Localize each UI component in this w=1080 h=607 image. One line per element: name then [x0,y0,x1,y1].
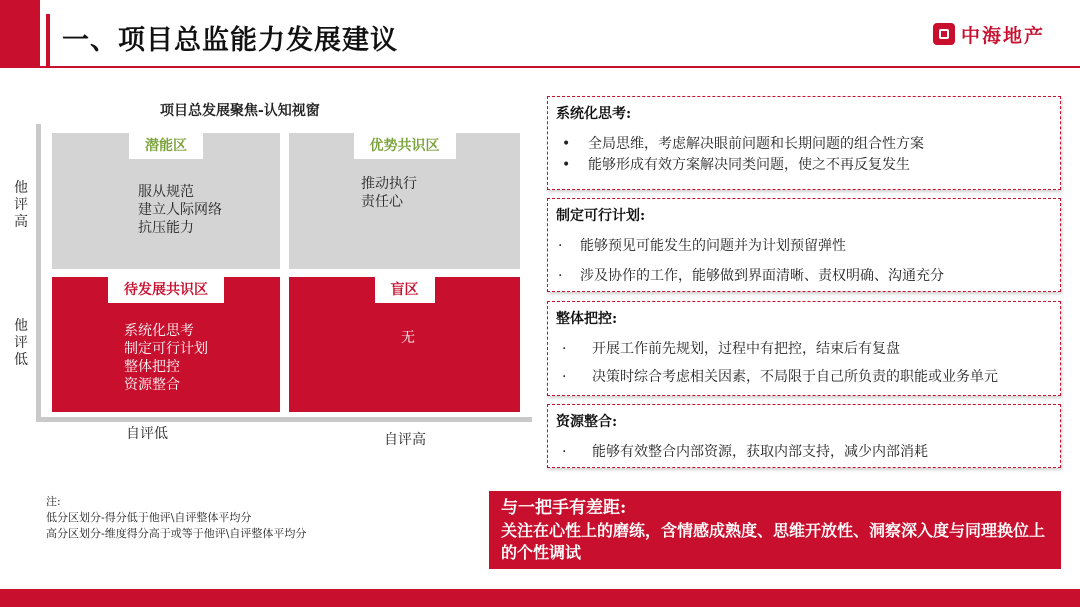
section-overall-control [547,301,1061,396]
footnote-line: 低分区划分-得分低于他评\自评整体平均分 [46,511,252,524]
section-heading: 资源整合: [556,414,618,430]
banner-heading: 与一把手有差距: [501,498,627,518]
section-item-text: 决策时综合考虑相关因素，不局限于自己所负责的职能或业务单元 [592,369,998,385]
quadrant-potential [52,133,280,269]
quadrant-label: 优势共识区 [354,133,456,159]
quadrant-label: 潜能区 [129,133,203,159]
section-item [562,366,998,386]
header-accent-stripe [46,14,50,67]
bullet-icon: · [558,238,563,254]
section-item-text: 全局思维，考虑解决眼前问题和长期问题的组合性方案 [588,136,924,152]
section-item-text: 开展工作前先规划，过程中有把控，结束后有复盘 [592,341,900,357]
section-item [562,133,924,153]
quadrant-item: 推动执行 [361,176,417,192]
quadrant-items [138,183,222,237]
quadrant-label: 待发展共识区 [108,277,224,303]
quadrant-item: 服从规范 [138,184,194,200]
quadrant-items [361,175,417,211]
section-item-text: 能够有效整合内部资源，获取内部支持，减少内部消耗 [592,444,928,460]
quadrant-blind-spot [289,277,520,412]
bullet-icon: • [562,136,571,152]
matrix-title: 项目总发展聚焦-认知视窗 [160,103,320,119]
x-axis-label-low: 自评低 [126,426,168,442]
quadrant-item: 系统化思考 [124,323,194,339]
quadrant-items [401,329,415,347]
quadrant-item: 整体把控 [124,359,180,375]
quadrant-item: 建立人际网络 [138,202,222,218]
header-divider [0,66,1080,68]
section-heading: 整体把控: [556,311,618,327]
logo-text: 中海地产 [961,24,1046,47]
bullet-icon: · [562,341,567,357]
section-item-text: 能够预见可能发生的问题并为计划预留弹性 [580,238,846,254]
quadrant-strength-consensus [289,133,520,269]
section-item-text: 涉及协作的工作，能够做到界面清晰、责权明确、沟通充分 [580,268,944,284]
bullet-icon: · [562,444,567,460]
section-item [562,154,910,174]
section-resource-integration [547,404,1061,468]
header-accent-bar [0,0,40,67]
section-item-text: 能够形成有效方案解决同类问题，使之不再反复发生 [588,157,910,173]
gap-banner [489,491,1061,569]
quadrant-label: 盲区 [375,277,435,303]
section-feasible-plan [547,198,1061,292]
bullet-icon: · [562,369,567,385]
quadrant-development-consensus [52,277,280,412]
y-low-char: 评 [14,335,28,351]
bullet-icon: · [558,268,563,284]
y-axis-label-high [13,180,29,231]
footer-bar [0,589,1080,607]
matrix-y-axis [36,124,41,422]
footnote-title: 注: [46,495,61,508]
y-high-char: 评 [14,197,28,213]
section-item [562,441,928,461]
quadrant-item: 资源整合 [124,377,180,393]
section-systematic-thinking [547,96,1061,190]
y-low-char: 他 [14,318,28,334]
section-item [558,235,846,255]
y-axis-label-low [13,318,29,369]
quadrant-item: 责任心 [361,194,403,210]
y-low-char: 低 [14,352,28,368]
section-heading: 系统化思考: [556,106,632,122]
x-axis-label-high: 自评高 [384,432,426,448]
section-heading: 制定可行计划: [556,208,646,224]
matrix-x-axis [36,417,532,422]
section-item [558,265,944,285]
footnote [46,494,306,542]
bullet-icon: • [562,157,571,173]
page-title: 一、项目总监能力发展建议 [62,25,398,56]
y-high-char: 高 [14,214,28,230]
company-logo [933,20,1045,48]
quadrant-item: 无 [401,330,415,346]
quadrant-item: 制定可行计划 [124,341,208,357]
quadrant-item: 抗压能力 [138,220,194,236]
banner-text: 关注在心性上的磨练，含情感成熟度、思维开放性、洞察深入度与同理换位上的个性调试 [501,521,1046,562]
section-item [562,338,900,358]
quadrant-items [124,322,208,394]
y-high-char: 他 [14,180,28,196]
logo-mark-icon [933,23,955,45]
footnote-line: 高分区划分-维度得分高于或等于他评\自评整体平均分 [46,527,307,540]
